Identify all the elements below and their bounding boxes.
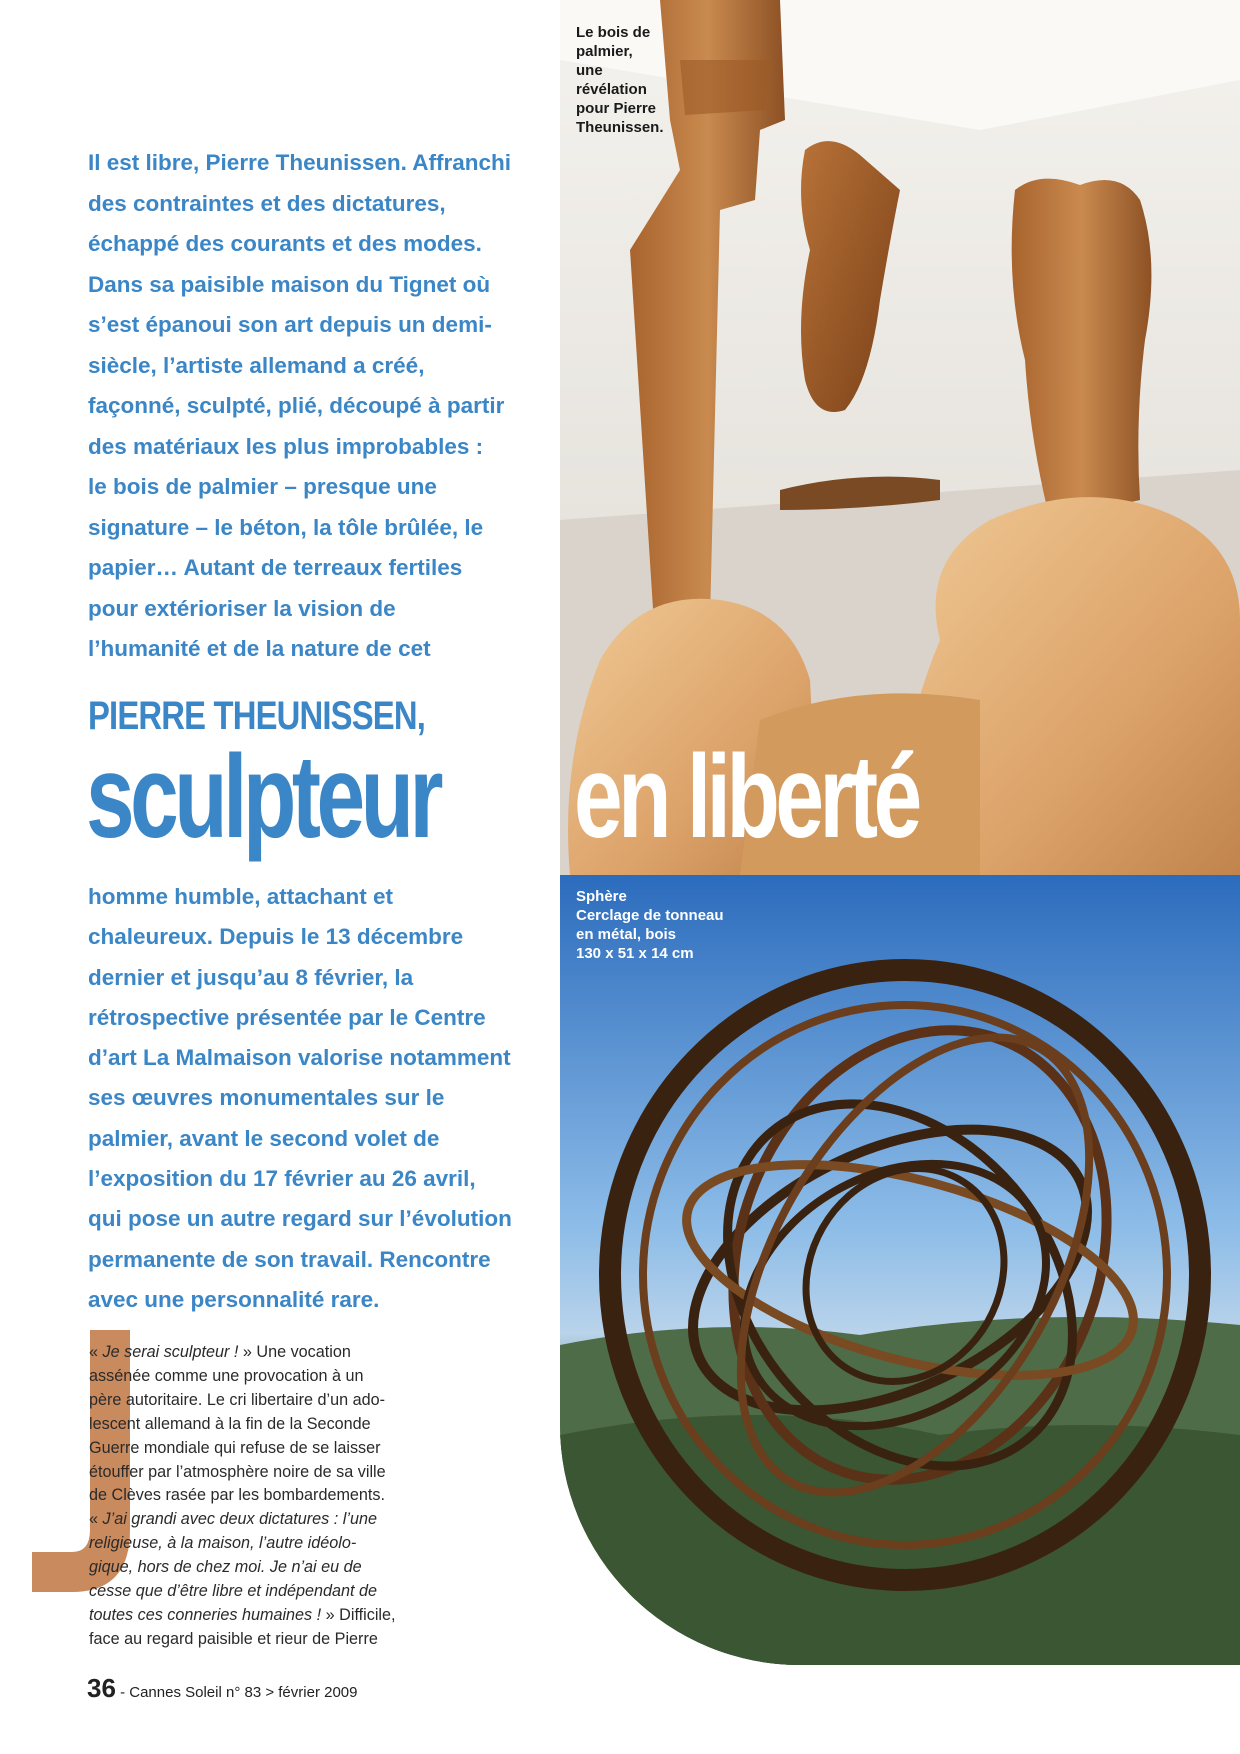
- body-line: [89, 1604, 396, 1628]
- headline-title-blue: sculpteur: [86, 731, 440, 863]
- intro-line: pour extérioriser la vision de: [88, 595, 396, 621]
- body-fragment: «: [89, 1343, 103, 1361]
- intro-line: palmier, avant le second volet de: [88, 1125, 440, 1151]
- headline-title-white: en liberté: [574, 731, 918, 863]
- body-quote: religieuse, à la maison, l’autre idéolo-: [89, 1534, 357, 1553]
- caption-line: en métal, bois: [576, 926, 677, 943]
- caption-line: Sphère: [576, 888, 627, 905]
- caption-line: une: [576, 62, 603, 79]
- intro-line: qui pose un autre regard sur l’évolution: [88, 1206, 512, 1232]
- caption-line: 130 x 51 x 14 cm: [576, 945, 694, 962]
- caption-line: Theunissen.: [576, 119, 664, 136]
- intro-line: dernier et jusqu’au 8 février, la: [88, 964, 414, 990]
- intro-line: s’est épanoui son art depuis un demi-: [88, 312, 492, 337]
- caption-line: Cerclage de tonneau: [576, 907, 724, 924]
- intro-line: signature – le béton, la tôle brûlée, le: [88, 514, 484, 540]
- body-fragment: » Une vocation: [238, 1343, 351, 1361]
- intro-line: des contraintes et des dictatures,: [88, 190, 446, 216]
- caption-line: révélation: [576, 81, 647, 98]
- caption-line: pour Pierre: [576, 100, 657, 117]
- body-fragment: » Difficile,: [321, 1605, 396, 1624]
- bottom-photo-caption: [576, 887, 756, 963]
- intro-line: homme humble, attachant et: [88, 884, 394, 909]
- body-line: [89, 1341, 387, 1365]
- headline-kicker: PIERRE THEUNISSEN,: [88, 694, 425, 738]
- body-text: [89, 1341, 396, 1652]
- body-quote: cesse que d’être libre et indépendant de: [89, 1582, 377, 1601]
- intro-line: papier… Autant de terreaux fertiles: [88, 555, 463, 580]
- intro-line: rétrospective présentée par le Centre: [88, 1004, 486, 1030]
- intro-line: Il est libre, Pierre Theunissen. Affranchi: [88, 150, 512, 175]
- top-photo-caption: [576, 23, 696, 137]
- sphere-photo: [560, 875, 1240, 1665]
- body-line: face au regard paisible et rieur de Pierre: [89, 1629, 378, 1648]
- body-line: [89, 1532, 387, 1556]
- intro-paragraph: [88, 143, 548, 670]
- body-quote: J’ai grandi avec deux dictatures : l’une: [102, 1510, 377, 1529]
- intro-line: échappé des courants et des modes.: [88, 231, 482, 256]
- body-line: père autoritaire. Le cri libertaire d’un ado-: [89, 1390, 386, 1409]
- body-quote: toutes ces conneries humaines !: [89, 1605, 322, 1624]
- body-quote: gique, hors de chez moi. Je n’ai eu de: [89, 1558, 362, 1577]
- page-number: 36: [87, 1673, 116, 1703]
- magazine-issue: - Cannes Soleil n° 83 > février 2009: [115, 1684, 358, 1701]
- body-line: [89, 1508, 387, 1532]
- body-quote: Je serai sculpteur !: [102, 1343, 239, 1361]
- body-line: étouffer par l’atmosphère noire de sa ville: [89, 1462, 386, 1481]
- intro-line: l’humanité et de la nature de cet: [88, 636, 431, 661]
- body-line: de Clèves rasée par les bombardements.: [89, 1486, 386, 1505]
- intro-line: l’exposition du 17 février au 26 avril,: [88, 1166, 476, 1192]
- body-fragment: «: [89, 1510, 103, 1529]
- intro-line: avec une personnalité rare.: [88, 1286, 380, 1312]
- body-line: [89, 1556, 387, 1580]
- intro-line: permanente de son travail. Rencontre: [88, 1246, 491, 1272]
- caption-line: Le bois de: [576, 24, 651, 41]
- sphere-illustration: [560, 875, 1240, 1665]
- intro-line: façonné, sculpté, plié, découpé à partir: [88, 393, 505, 418]
- body-line: assénée comme une provocation à un: [89, 1366, 364, 1385]
- intro-line: Dans sa paisible maison du Tignet où: [88, 271, 491, 297]
- page-footer: [87, 1673, 357, 1704]
- intro-line: d’art La Malmaison valorise notamment: [88, 1045, 511, 1071]
- intro-line: siècle, l’artiste allemand a créé,: [88, 352, 425, 378]
- intro-line: chaleureux. Depuis le 13 décembre: [88, 924, 464, 950]
- intro-line: ses œuvres monumentales sur le: [88, 1085, 445, 1111]
- intro-line: le bois de palmier – presque une: [88, 474, 437, 499]
- intro-line: des matériaux les plus improbables :: [88, 433, 484, 459]
- body-line: [89, 1580, 387, 1604]
- body-line: Guerre mondiale qui refuse de se laisser: [89, 1438, 381, 1457]
- intro-paragraph-continued: [88, 877, 558, 1320]
- body-line: lescent allemand à la fin de la Seconde: [89, 1414, 371, 1433]
- caption-line: palmier,: [576, 43, 633, 60]
